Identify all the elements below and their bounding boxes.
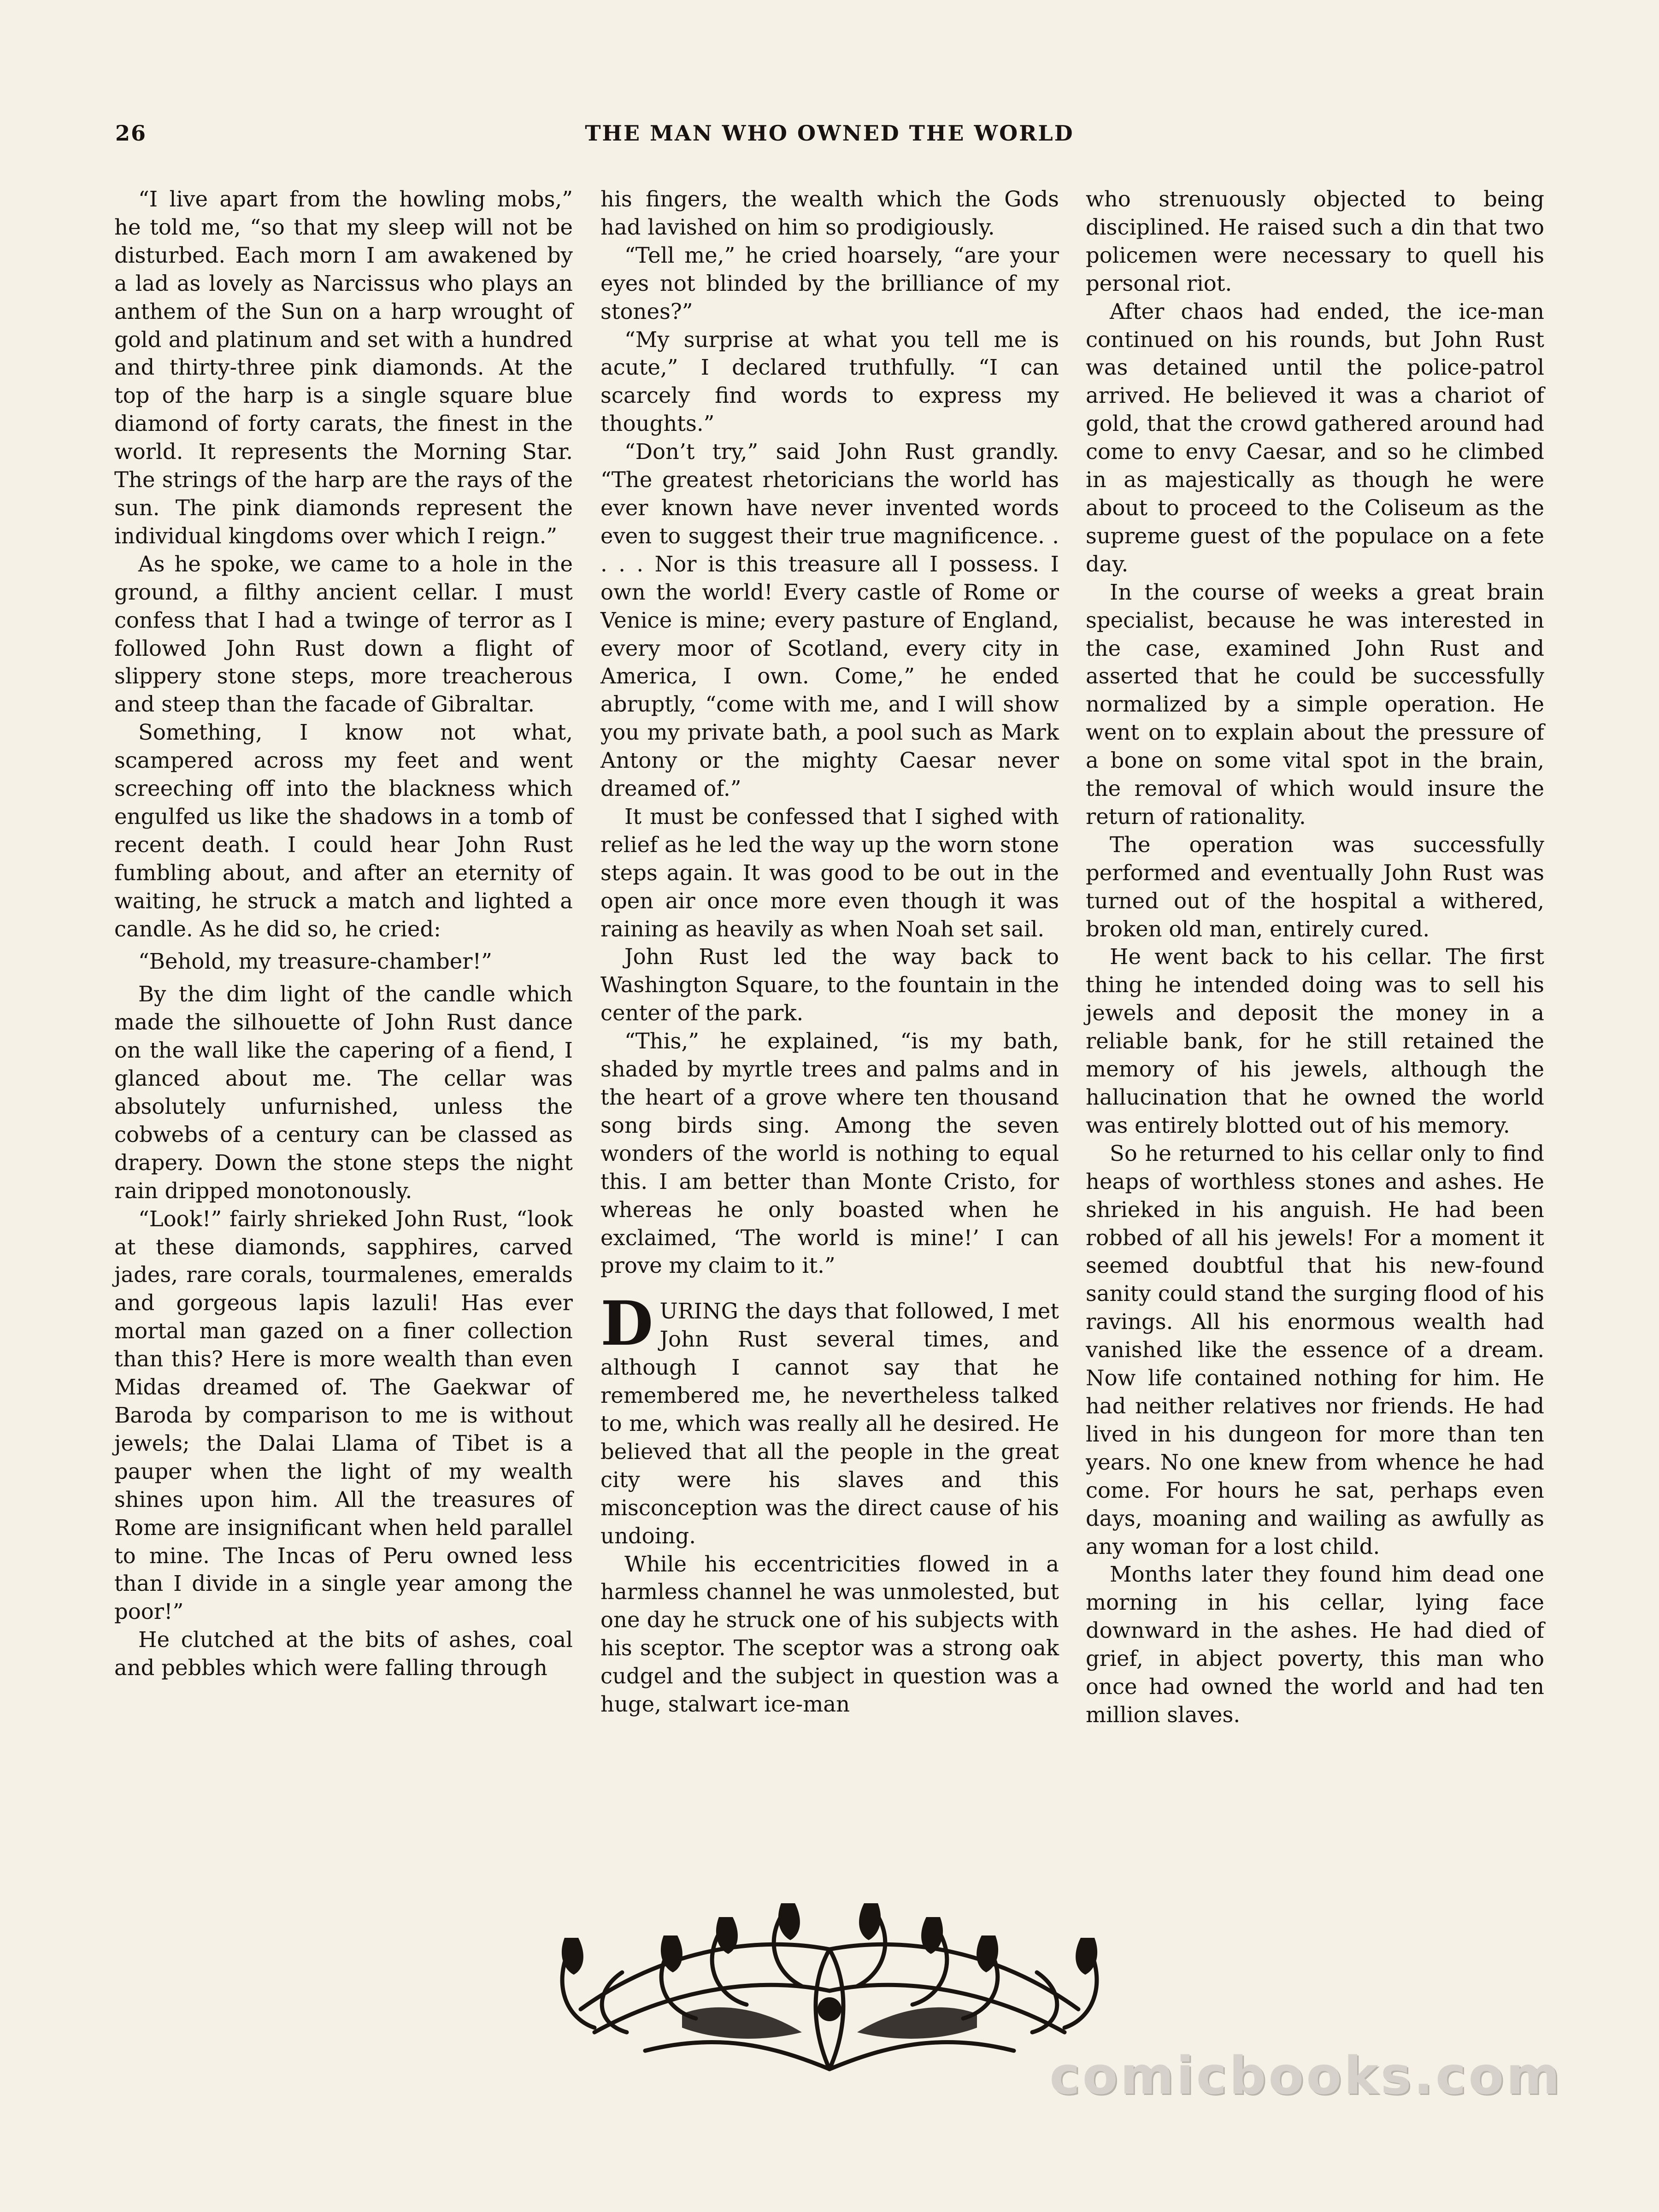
paragraph: Months later they found him dead one morning in his cellar, lying face downward in the ashes. He had died of grief, in abject poverty, this man who once had owned the world and had ten million slaves. xyxy=(1086,1562,1544,1727)
paragraph: It must be confessed that I sighed with relief as he led the way up the worn stone steps again. It was good to be out in the open air once more even though it was raining as heavily as when Noah set sail. xyxy=(600,804,1059,941)
paragraph: “This,” he explained, “is my bath, shaded by myrtle trees and palms and in the heart of a grove where ten thousand song birds sing. Among the seven wonders of the world is nothing to equal this. I am better than Monte Cristo, for whereas he only boasted when he exclaimed, ‘The world is mine!’ I can prove my claim to it.” xyxy=(600,1029,1059,1278)
text-column-3 xyxy=(1086,185,1544,1729)
paragraph: “I live apart from the howling mobs,” he told me, “so that my sleep will not be disturbed. Each morn I am awakened by a lad as lovely as Narcissus who plays an anthem of the Sun on a harp wrought of gold and platinum and set with a hundred and thirty-three pink diamonds. At the top of the harp is a single square blue diamond of forty carats, the finest in the world. It represents the Morning Star. The strings of the harp are the rays of the sun. The pink diamonds represent the individual kingdoms over which I reign.” xyxy=(114,187,573,548)
paragraph: Something, I know not what, scampered across my feet and went screeching off into the blackness which engulfed us like the shadows in a tomb of recent death. I could hear John Rust fumbling about, and after an eternity of waiting, he struck a match and lighted a candle. As he did so, he cried: xyxy=(114,720,573,941)
paragraph: In the course of weeks a great brain specialist, because he was interested in the case, examined John Rust and asserted that he could be successfully normalized by a simple operation. He went on to explain about the pressure of a bone on some vital spot in the brain, the removal of which would insure the return of rationality. xyxy=(1086,579,1544,829)
section-opening-paragraph xyxy=(600,1288,1059,1550)
paragraph: He went back to his cellar. The first thing he intended doing was to sell his jewels and deposit the money in a reliable bank, for he still retained the memory of his jewels, although the hallucination that he owned the world was entirely blotted out of his memory. xyxy=(1086,944,1544,1138)
running-title: THE MAN WHO OWNED THE WORLD xyxy=(585,121,1074,146)
paragraph: “Look!” fairly shrieked John Rust, “look at these diamonds, sapphires, carved jades, rare corals, tourmalenes, emeralds and gorgeous lapis lazuli! Has ever mortal man gazed on a finer collection than this? Here is more wealth than even Midas dreamed of. The Gaekwar of Baroda by comparison to me is without jewels; the Dalai Llama of Tibet is a pauper when the light of my wealth shines upon him. All the treasures of Rome are insignificant when held parallel to mine. The Incas of Peru owned less than I divide in a single year among the poor!” xyxy=(114,1206,573,1624)
paragraph: By the dim light of the candle which made the silhouette of John Rust dance on the wall like the capering of a fiend, I glanced about me. The cellar was absolutely unfurnished, unless the cobwebs of a century can be classed as drapery. Down the stone steps the night rain dripped monotonously. xyxy=(114,982,573,1203)
lily-ornament-icon xyxy=(525,1894,1134,2078)
paragraph: While his eccentricities flowed in a harmless channel he was unmolested, but one day he struck one of his subjects with his sceptor. The sceptor was a strong oak cudgel and the subject in question was a huge, stalwart ice-man xyxy=(600,1551,1059,1717)
drop-cap: D xyxy=(600,1288,653,1360)
page-header xyxy=(115,121,1544,162)
paragraph: “My surprise at what you tell me is acute,” I declared truthfully. “I can scarcely find words to express my thoughts.” xyxy=(600,327,1059,436)
text-column-2 xyxy=(600,185,1059,1718)
paragraph: “Behold, my treasure-chamber!” xyxy=(138,949,492,974)
paragraph: As he spoke, we came to a hole in the ground, a filthy ancient cellar. I must confess that I had a twinge of terror as I followed John Rust down a flight of slippery stone steps, more treacherous and steep than the facade of Gibraltar. xyxy=(114,551,573,717)
paragraph: “Tell me,” he cried hoarsely, “are your eyes not blinded by the brilliance of my stones?” xyxy=(600,242,1059,324)
paragraph: John Rust led the way back to Washington Square, to the fountain in the center of the park. xyxy=(600,944,1059,1026)
paragraph: who strenuously objected to being disciplined. He raised such a din that two policemen were necessary to quell his personal riot. xyxy=(1086,187,1544,296)
paragraph: He clutched at the bits of ashes, coal and pebbles which were falling through xyxy=(114,1627,573,1681)
paragraph: his fingers, the wealth which the Gods had lavished on him so prodigiously. xyxy=(600,187,1059,240)
text-column-1 xyxy=(114,185,573,1682)
paragraph: The operation was successfully performed and eventually John Rust was turned out of the hospital a withered, broken old man, entirely cured. xyxy=(1086,832,1544,941)
paragraph: So he returned to his cellar only to find heaps of worthless stones and ashes. He shrieked in his anguish. He had been robbed of all his jewels! For a moment it seemed doubtful that his new-found sanity could stand the surging flood of his ravings. All his enormous wealth had vanished like the essence of a dream. Now life contained nothing for him. He had neither relatives nor friends. He had lived in his dungeon for more than ten years. No one knew from whence he had come. For hours he sat, perhaps even days, moaning and wailing as awfully as any woman for a lost child. xyxy=(1086,1141,1544,1559)
paragraph: After chaos had ended, the ice-man continued on his rounds, but John Rust was detained until the police-patrol arrived. He believed it was a chariot of gold, that the crowd gathered around had come to envy Caesar, and so he climbed in as majestically as though he were about to proceed to the Coliseum as the supreme guest of the populace on a fete day. xyxy=(1086,299,1544,577)
section-opening-text: URING the days that followed, I met John Rust several times, and although I cannot say that he remembered me, he nevertheless talked to me, which was really all he desired. He believed that all the people in the great city were his slaves and this misconception was the direct cause of his undoing. xyxy=(600,1299,1059,1548)
page-number: 26 xyxy=(115,121,147,146)
watermark: comicbooks.com xyxy=(1049,2046,1562,2106)
paragraph: “Don’t try,” said John Rust grandly. “The greatest rhetoricians the world has ever known have never invented words even to suggest their true magnificence. . . . . Nor is this treasure all I possess. I own the world! Every castle of Rome or Venice is mine; every pasture of England, every moor of Scotland, every city in America, I own. Come,” he ended abruptly, “come with me, and I will show you my private bath, a pool such as Mark Antony or the mighty Caesar never dreamed of.” xyxy=(600,439,1059,801)
